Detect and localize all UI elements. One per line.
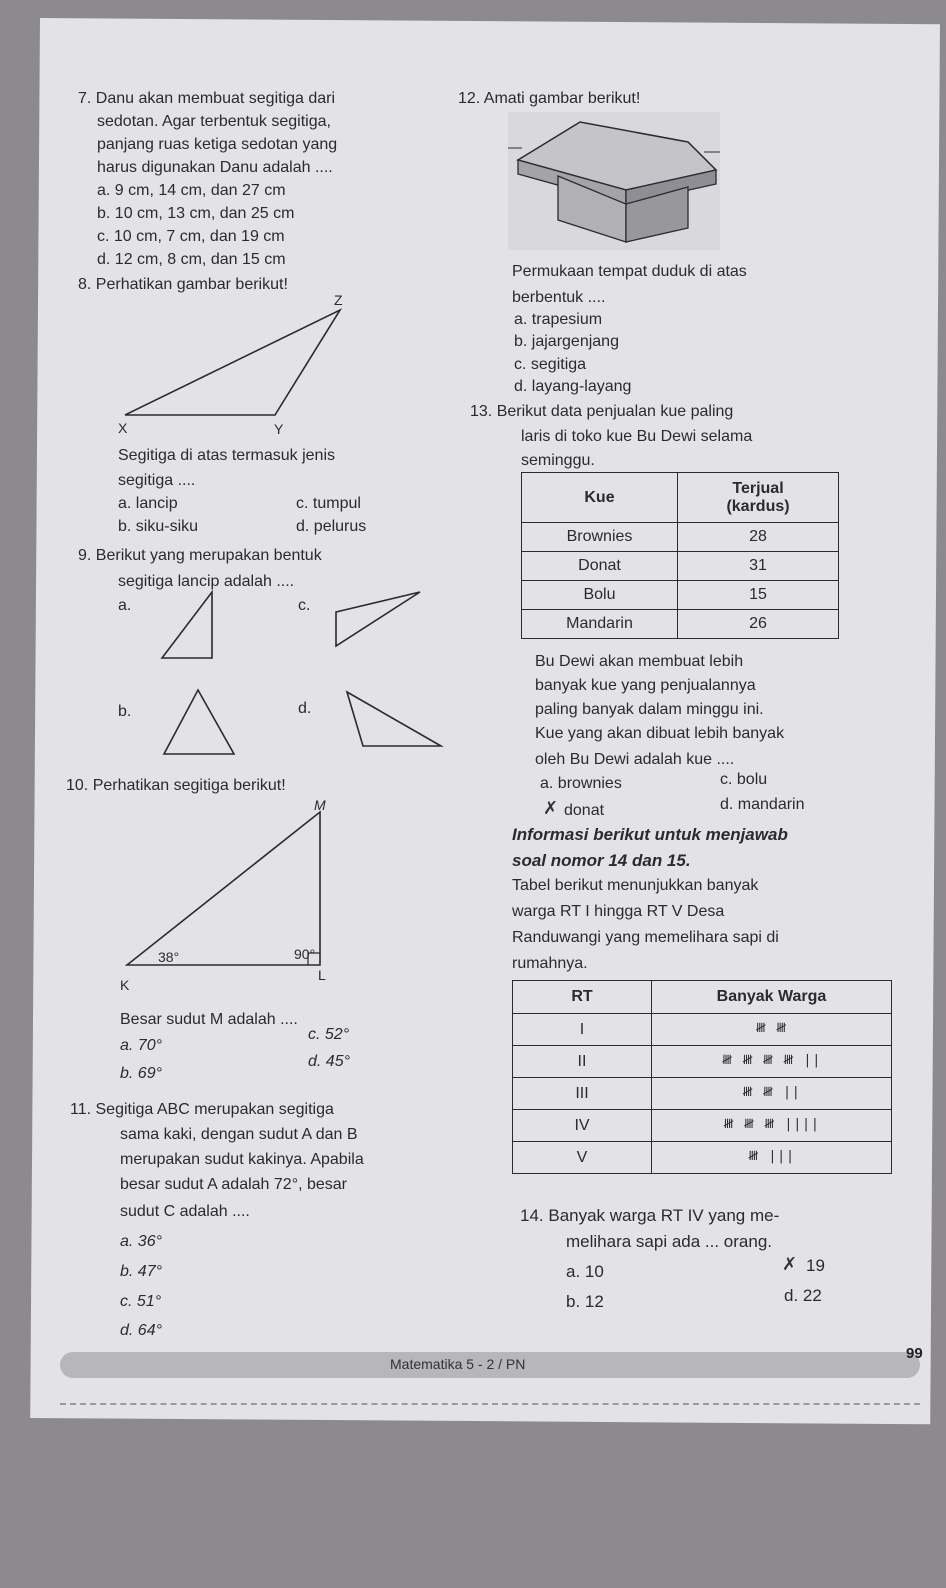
- q10-label-k: K: [120, 977, 130, 993]
- table-row: [522, 610, 839, 639]
- page-number: 99: [906, 1345, 923, 1362]
- q12-title: 12. Amati gambar berikut!: [458, 90, 641, 107]
- q7-option-a: a. 9 cm, 14 cm, dan 27 cm: [97, 182, 286, 199]
- q9-label-d: d.: [298, 700, 312, 717]
- sales-table-header: [522, 473, 839, 523]
- q11-option-b: b. 47°: [120, 1263, 162, 1280]
- q9-triangle-c: [334, 590, 424, 650]
- q13-line-3: seminggu.: [521, 452, 595, 469]
- warga-cell-tally: 𝍸 𝍸 ||: [652, 1078, 892, 1110]
- q11-option-d: d. 64°: [120, 1322, 162, 1339]
- warga-cell-rt: V: [513, 1142, 652, 1174]
- q10-label-m: M: [314, 797, 326, 813]
- q13-line-2: laris di toko kue Bu Dewi selama: [521, 428, 753, 445]
- footer-text: Matematika 5 - 2 / PN: [390, 1356, 526, 1372]
- q7-option-c: c. 10 cm, 7 cm, dan 19 cm: [97, 228, 285, 245]
- q10-option-c: c. 52°: [308, 1026, 350, 1043]
- q12-option-b: b. jajargenjang: [514, 333, 619, 350]
- q7-line-1: 7. Danu akan membuat segitiga dari: [78, 90, 336, 107]
- warga-cell-tally: 𝍸 𝍸 𝍸 𝍸 ||: [652, 1046, 892, 1078]
- q8-label-y: Y: [274, 421, 284, 437]
- q13-after-4: Kue yang akan dibuat lebih banyak: [535, 725, 785, 742]
- q11-line-1: 11. Segitiga ABC merupakan segitiga: [70, 1101, 334, 1118]
- q13-option-c: c. bolu: [720, 771, 768, 788]
- sales-cell-name: Mandarin: [522, 610, 678, 639]
- q14-line-1: 14. Banyak warga RT IV yang me-: [520, 1206, 780, 1225]
- warga-cell-tally: 𝍸 |||: [652, 1142, 892, 1174]
- q7-line-2: sedotan. Agar terbentuk segitiga,: [97, 113, 331, 130]
- sales-cell-value: 26: [678, 610, 839, 639]
- q14-option-a: a. 10: [566, 1262, 604, 1281]
- info-line-4: rumahnya.: [512, 955, 588, 972]
- answer-check-mark: ✗: [782, 1254, 798, 1274]
- q9-line-1: 9. Berikut yang merupakan bentuk: [78, 547, 322, 564]
- sales-header-terjual: [678, 473, 839, 523]
- q12-option-a: a. trapesium: [514, 311, 603, 328]
- answer-check-mark: ✗: [543, 798, 559, 818]
- info-heading-1: Informasi berikut untuk menjawab: [512, 825, 788, 844]
- q8-option-d: d. pelurus: [296, 518, 367, 535]
- q14-option-d: d. 22: [784, 1286, 822, 1305]
- q13-option-b: donat: [564, 802, 605, 819]
- q8-option-a: a. lancip: [118, 495, 178, 512]
- sales-table: [521, 472, 839, 639]
- q10-angle-l: 90°: [294, 946, 316, 962]
- q8-line-1: Segitiga di atas termasuk jenis: [118, 447, 335, 464]
- warga-cell-tally: 𝍸 𝍸: [652, 1014, 892, 1046]
- sales-header-terjual-1: Terjual: [732, 479, 784, 497]
- q11-line-5: sudut C adalah ....: [120, 1203, 250, 1220]
- q9-label-c: c.: [298, 597, 311, 614]
- q13-after-3: paling banyak dalam minggu ini.: [535, 701, 764, 718]
- q11-line-2: sama kaki, dengan sudut A dan B: [120, 1126, 358, 1143]
- q11-line-4: besar sudut A adalah 72°, besar: [120, 1176, 348, 1193]
- warga-table: [512, 980, 892, 1174]
- q8-option-b: b. siku-siku: [118, 518, 199, 535]
- q8-line-2: segitiga ....: [118, 472, 196, 489]
- warga-cell-rt: II: [513, 1046, 652, 1078]
- sales-cell-value: 31: [678, 552, 839, 581]
- table-row: [513, 1046, 892, 1078]
- q12-option-c: c. segitiga: [514, 356, 587, 373]
- table-row: [522, 523, 839, 552]
- q8-label-x: X: [118, 420, 128, 436]
- q12-line-1: Permukaan tempat duduk di atas: [512, 263, 747, 280]
- q14-option-b: b. 12: [566, 1292, 604, 1311]
- q10-option-d: d. 45°: [308, 1053, 350, 1070]
- q13-after-1: Bu Dewi akan membuat lebih: [535, 653, 744, 670]
- q8-triangle-figure: [120, 300, 360, 430]
- table-row: [513, 1014, 892, 1046]
- sales-cell-name: Bolu: [522, 581, 678, 610]
- q14-option-c: 19: [806, 1256, 825, 1275]
- info-line-3: Randuwangi yang memelihara sapi di: [512, 929, 779, 946]
- q13-option-d: d. mandarin: [720, 796, 805, 813]
- q9-label-b: b.: [118, 703, 132, 720]
- info-line-1: Tabel berikut menunjukkan banyak: [512, 877, 759, 894]
- q13-option-a: a. brownies: [540, 775, 622, 792]
- q10-question: Besar sudut M adalah ....: [120, 1011, 298, 1028]
- table-row: [522, 581, 839, 610]
- warga-cell-tally: 𝍸 𝍸 𝍸 ||||: [652, 1110, 892, 1142]
- q11-line-3: merupakan sudut kakinya. Apabila: [120, 1151, 364, 1168]
- table-row: [513, 1142, 892, 1174]
- warga-header-count: Banyak Warga: [652, 981, 892, 1014]
- q9-line-2: segitiga lancip adalah ....: [118, 573, 295, 590]
- q10-angle-k: 38°: [158, 949, 180, 965]
- sales-cell-name: Donat: [522, 552, 678, 581]
- q11-option-c: c. 51°: [120, 1293, 162, 1310]
- info-line-2: warga RT I hingga RT V Desa: [512, 903, 725, 920]
- warga-table-header: [513, 981, 892, 1014]
- q7-line-4: harus digunakan Danu adalah ....: [97, 159, 333, 176]
- q10-option-b: b. 69°: [120, 1065, 162, 1082]
- q14-line-2: melihara sapi ada ... orang.: [566, 1232, 773, 1251]
- cut-line: [60, 1403, 920, 1405]
- warga-cell-rt: IV: [513, 1110, 652, 1142]
- q10-title: 10. Perhatikan segitiga berikut!: [66, 777, 286, 794]
- sales-cell-value: 28: [678, 523, 839, 552]
- q12-option-d: d. layang-layang: [514, 378, 632, 395]
- q8-title: 8. Perhatikan gambar berikut!: [78, 276, 288, 293]
- table-row: [522, 552, 839, 581]
- warga-header-rt: RT: [513, 981, 652, 1014]
- q9-label-a: a.: [118, 597, 132, 614]
- warga-cell-rt: III: [513, 1078, 652, 1110]
- q11-option-a: a. 36°: [120, 1233, 162, 1250]
- table-row: [513, 1110, 892, 1142]
- q10-label-l: L: [318, 967, 326, 983]
- q12-line-2: berbentuk ....: [512, 289, 606, 306]
- q13-after-2: banyak kue yang penjualannya: [535, 677, 756, 694]
- q9-triangle-d: [345, 690, 445, 750]
- q13-line-1: 13. Berikut data penjualan kue paling: [470, 403, 734, 420]
- q13-after-5: oleh Bu Dewi adalah kue ....: [535, 751, 735, 768]
- q8-label-z: Z: [334, 292, 343, 308]
- warga-cell-rt: I: [513, 1014, 652, 1046]
- bench-illustration: [508, 112, 723, 252]
- sales-header-terjual-2: (kardus): [726, 497, 790, 515]
- q9-triangle-a: [160, 590, 220, 660]
- sales-cell-value: 15: [678, 581, 839, 610]
- table-row: [513, 1078, 892, 1110]
- sales-header-kue: Kue: [522, 473, 678, 523]
- q10-option-a: a. 70°: [120, 1037, 162, 1054]
- info-heading-2: soal nomor 14 dan 15.: [512, 851, 691, 870]
- q8-option-c: c. tumpul: [296, 495, 361, 512]
- sales-cell-name: Brownies: [522, 523, 678, 552]
- q7-line-3: panjang ruas ketiga sedotan yang: [97, 136, 338, 153]
- q7-option-b: b. 10 cm, 13 cm, dan 25 cm: [97, 205, 295, 222]
- q7-option-d: d. 12 cm, 8 cm, dan 15 cm: [97, 251, 286, 268]
- q9-triangle-b: [162, 688, 242, 758]
